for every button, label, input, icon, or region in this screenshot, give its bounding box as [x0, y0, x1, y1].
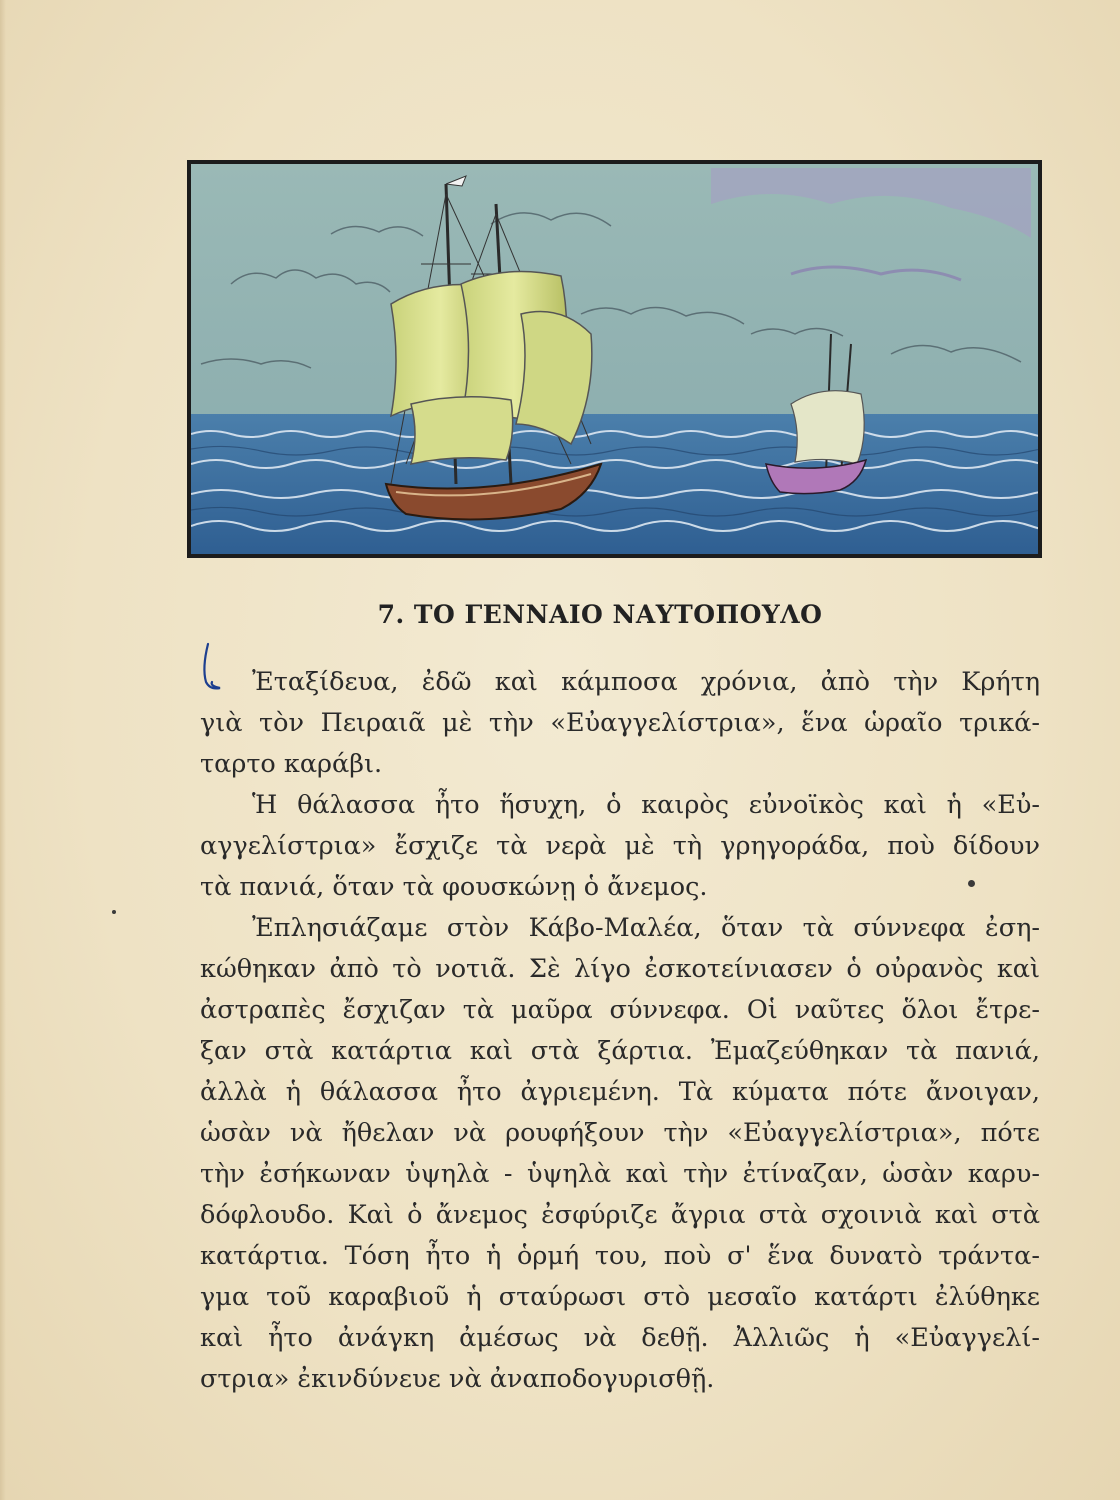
body-text [200, 662, 1040, 1400]
text-line: ξαν στὰ κατάρτια καὶ στὰ ξάρτια. Ἐμαζεύθηκαν τὰ πανιά, [200, 1036, 1040, 1066]
text-line: αγγελίστρια» ἔσχιζε τὰ νερὰ μὲ τὴ γρηγοράδα, ποὺ δίδουν [200, 831, 1040, 861]
text-line: γιὰ τὸν Πειραιᾶ μὲ τὴν «Εὐαγγελίστρια», ἕνα ὡραῖο τρικά- [200, 708, 1040, 738]
text-line: στρια» ἐκινδύνευε νὰ ἀναποδογυρισθῇ. [200, 1364, 715, 1394]
text-line: καὶ ἦτο ἀνάγκη ἀμέσως νὰ δεθῇ. Ἀλλιῶς ἡ «Εὐαγγελί- [200, 1323, 1040, 1353]
paragraph-1 [200, 662, 1040, 785]
text-line: ταρτο καράβι. [200, 749, 383, 779]
ship-illustration [187, 160, 1042, 558]
text-line: ὡσὰν νὰ ἤθελαν νὰ ρουφήξουν τὴν «Εὐαγγελίστρια», πότε [200, 1118, 1040, 1148]
paper-speck [112, 910, 116, 914]
text-line: γμα τοῦ καραβιοῦ ἡ σταύρωσι στὸ μεσαῖο κατάρτι ἐλύθηκε [200, 1282, 1040, 1312]
text-line: τὴν ἐσήκωναν ὑψηλὰ - ὑψηλὰ καὶ τὴν ἐτίναζαν, ὡσὰν καρυ- [200, 1159, 1040, 1189]
paragraph-2 [200, 785, 1040, 908]
text-line: ἀστραπὲς ἔσχιζαν τὰ μαῦρα σύννεφα. Οἱ ναῦτες ὅλοι ἔτρε- [200, 995, 1040, 1025]
ship-illustration-svg [191, 164, 1038, 554]
text-line: Ἐταξίδευα, ἐδῶ καὶ κάμποσα χρόνια, ἀπὸ τὴν Κρήτη [252, 667, 1040, 697]
text-line: κώθηκαν ἀπὸ τὸ νοτιᾶ. Σὲ λίγο ἐσκοτείνιασεν ὁ οὐρανὸς καὶ [200, 954, 1040, 984]
text-line: ἀλλὰ ἡ θάλασσα ἦτο ἀγριεμένη. Τὰ κύματα πότε ἄνοιγαν, [200, 1077, 1040, 1107]
paragraph-3 [200, 908, 1040, 1400]
chapter-title: 7. ΤΟ ΓΕΝΝΑΙΟ ΝΑΥΤΟΠΟΥΛΟ [377, 600, 823, 629]
text-line: δόφλουδο. Καὶ ὁ ἄνεμος ἐσφύριζε ἄγρια στὰ σχοινιὰ καὶ στὰ [200, 1200, 1040, 1230]
text-line: Ἡ θάλασσα ἦτο ἥσυχη, ὁ καιρὸς εὐνοϊκὸς καὶ ἡ «Εὐ- [252, 790, 1040, 820]
page-edge-shadow [0, 0, 6, 1500]
text-line: κατάρτια. Τόση ἦτο ἡ ὁρμή του, ποὺ σ' ἕνα δυνατὸ τράντα- [200, 1241, 1040, 1271]
text-line: Ἐπλησιάζαμε στὸν Κάβο-Μαλέα, ὅταν τὰ σύννεφα ἐση- [252, 913, 1040, 943]
paper-speck [968, 880, 975, 887]
text-line: τὰ πανιά, ὅταν τὰ φουσκώνῃ ὁ ἄνεμος. [200, 872, 708, 902]
